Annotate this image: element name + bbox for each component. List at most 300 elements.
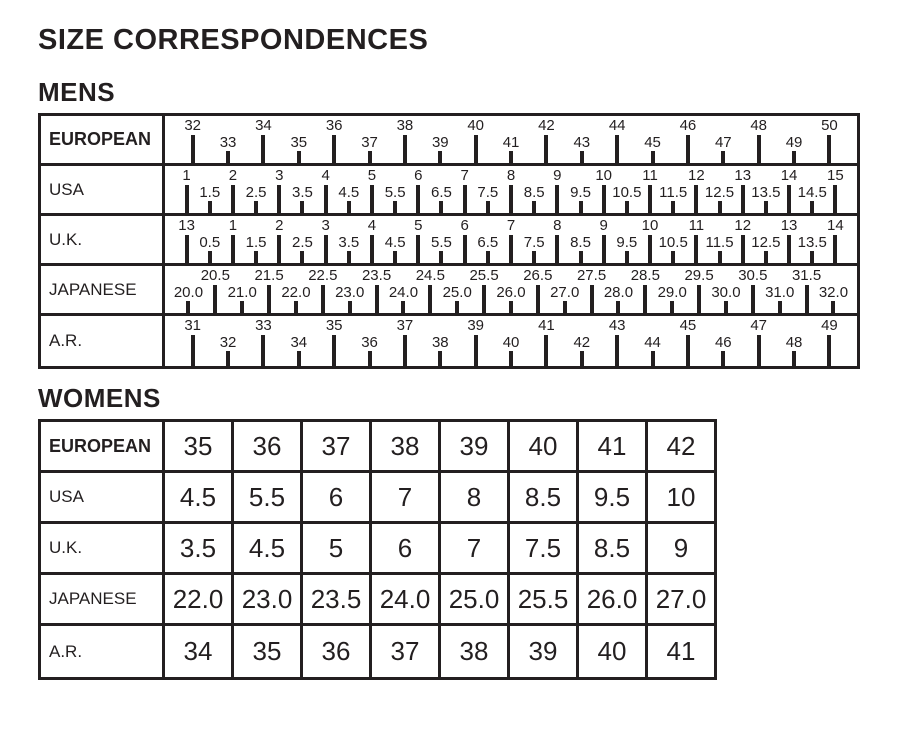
ruler-value: 35 [290, 134, 308, 151]
ruler-value: 25.0 [442, 284, 472, 301]
ruler-tick [544, 135, 548, 163]
ruler-value: 3 [321, 217, 330, 234]
size-cell: 6 [372, 524, 441, 572]
ruler-tick [751, 285, 755, 313]
ruler-tick [185, 185, 189, 213]
size-cell: 22.0 [165, 575, 234, 623]
ruler-value: 7 [460, 167, 469, 184]
ruler-tick [764, 201, 768, 213]
ruler-tick [615, 135, 619, 163]
ruler-value: 11 [642, 167, 658, 184]
size-cell: 36 [303, 626, 372, 677]
ruler-mark [706, 116, 741, 163]
mens-table-row [41, 216, 857, 266]
ruler-tick [509, 301, 513, 313]
ruler-tick [651, 351, 655, 366]
ruler-value: 10 [595, 167, 613, 184]
size-cell: 25.5 [510, 575, 579, 623]
ruler-tick [764, 251, 768, 263]
ruler-tick [226, 151, 230, 163]
ruler-value: 11.5 [659, 184, 688, 201]
ruler-tick [555, 185, 559, 213]
ruler-tick [294, 301, 298, 313]
ruler-value: 1 [182, 167, 191, 184]
size-cell: 39 [510, 626, 579, 677]
ruler-value: 34 [290, 334, 308, 351]
ruler-mark [600, 316, 635, 366]
ruler-value: 48 [785, 334, 803, 351]
ruler-tick [625, 201, 629, 213]
ruler-mark [824, 216, 847, 263]
ruler-value: 29.5 [684, 267, 714, 284]
ruler-tick [277, 235, 281, 263]
ruler-mark [529, 316, 564, 366]
size-ruler-european [165, 116, 857, 163]
ruler-value: 38 [396, 117, 414, 134]
ruler-tick [439, 251, 443, 263]
ruler-tick [787, 235, 791, 263]
ruler-tick [474, 135, 478, 163]
ruler-mark [812, 316, 847, 366]
ruler-tick [428, 285, 432, 313]
ruler-tick [208, 201, 212, 213]
ruler-tick [616, 301, 620, 313]
ruler-value: 12.5 [704, 184, 735, 201]
ruler-value: 37 [396, 317, 414, 334]
ruler-value: 40 [502, 334, 520, 351]
mens-table-row [41, 166, 857, 216]
ruler-value: 5 [367, 167, 377, 184]
ruler-mark [493, 116, 528, 163]
size-cell: 8.5 [510, 473, 579, 521]
ruler-value: 12 [688, 167, 705, 184]
ruler-mark [569, 216, 592, 263]
ruler-value: 12.5 [751, 234, 781, 251]
ruler-tick [226, 351, 230, 366]
ruler-value: 23.5 [361, 267, 392, 284]
ruler-mark [741, 116, 776, 163]
size-cell: 40 [579, 626, 648, 677]
mens-row-label-japanese: JAPANESE [41, 266, 165, 313]
ruler-tick [231, 235, 235, 263]
size-cell: 35 [234, 626, 303, 677]
ruler-tick [757, 335, 761, 366]
ruler-tick [721, 351, 725, 366]
ruler-tick [401, 301, 405, 313]
ruler-value: 2 [228, 167, 238, 184]
ruler-mark [221, 216, 244, 263]
ruler-value: 8 [553, 217, 562, 234]
ruler-tick [778, 301, 782, 313]
ruler-mark [523, 216, 546, 263]
ruler-value: 32.0 [818, 284, 849, 301]
size-cell: 9 [673, 532, 689, 563]
ruler-mark [245, 166, 268, 213]
ruler-value: 9 [553, 167, 562, 184]
ruler-mark [605, 266, 632, 313]
ruler-value: 14 [827, 217, 844, 234]
size-cell: 34 [165, 626, 234, 677]
ruler-mark [820, 266, 847, 313]
ruler-value: 9 [599, 217, 608, 234]
ruler-value: 6 [460, 217, 469, 234]
ruler-value: 6 [414, 167, 423, 184]
ruler-value: 15 [827, 167, 844, 184]
ruler-mark [659, 266, 686, 313]
size-cell: 23.5 [303, 575, 372, 623]
ruler-mark [198, 166, 221, 213]
ruler-mark [686, 266, 713, 313]
ruler-mark [430, 166, 453, 213]
size-cell: 4.5 [234, 524, 303, 572]
ruler-value: 1.5 [245, 234, 267, 251]
ruler-tick [332, 135, 336, 163]
ruler-value: 31 [184, 317, 202, 334]
ruler-tick [671, 251, 675, 263]
ruler-mark [797, 166, 827, 213]
ruler-tick [368, 151, 372, 163]
ruler-tick [191, 335, 195, 366]
ruler-mark [569, 166, 592, 213]
ruler-value: 45 [644, 134, 661, 151]
ruler-value: 27.0 [550, 284, 580, 301]
ruler-tick [208, 251, 212, 263]
ruler-tick [810, 251, 814, 263]
ruler-value: 38 [431, 334, 449, 351]
ruler-mark [670, 316, 705, 366]
ruler-tick [787, 185, 791, 213]
ruler-mark [476, 166, 499, 213]
ruler-tick [416, 235, 420, 263]
ruler-value: 4 [321, 167, 330, 184]
ruler-tick [332, 335, 336, 366]
ruler-tick [482, 285, 486, 313]
ruler-tick [810, 201, 814, 213]
ruler-mark [741, 316, 776, 366]
ruler-value: 39 [467, 317, 485, 334]
mens-row-label-european: EUROPEAN [41, 116, 165, 163]
ruler-value: 5.5 [384, 184, 406, 201]
ruler-value: 12 [734, 217, 752, 234]
ruler-mark [317, 116, 352, 163]
ruler-value: 13 [734, 167, 752, 184]
ruler-value: 34 [255, 117, 272, 134]
ruler-tick [805, 285, 809, 313]
ruler-mark [612, 166, 642, 213]
ruler-tick [324, 235, 328, 263]
ruler-value: 50 [821, 117, 838, 134]
ruler-mark [281, 116, 316, 163]
ruler-value: 4 [367, 217, 377, 234]
ruler-mark [246, 316, 281, 366]
size-cell: 40 [510, 422, 579, 470]
mens-size-table [38, 113, 860, 369]
ruler-mark [202, 266, 229, 313]
ruler-value: 11 [688, 217, 705, 234]
ruler-mark [407, 216, 430, 263]
ruler-tick [686, 135, 690, 163]
size-cell: 37 [303, 422, 372, 470]
ruler-mark [458, 316, 493, 366]
ruler-mark [713, 266, 740, 313]
size-cell: 7.5 [510, 524, 579, 572]
size-cell: 25.0 [441, 575, 510, 623]
size-cell: 35 [165, 422, 234, 470]
ruler-mark [444, 266, 471, 313]
ruler-tick [416, 185, 420, 213]
size-cell: 5.5 [234, 473, 303, 521]
ruler-mark [283, 266, 310, 313]
ruler-mark [198, 216, 221, 263]
ruler-tick [240, 301, 244, 313]
ruler-mark [476, 216, 499, 263]
ruler-value: 20.5 [200, 267, 230, 284]
womens-row-label-japanese: JAPANESE [41, 575, 165, 623]
ruler-mark [175, 316, 210, 366]
ruler-mark [336, 266, 363, 313]
ruler-mark [546, 166, 569, 213]
ruler-mark [638, 166, 661, 213]
size-cell: 9.5 [579, 473, 648, 521]
ruler-tick [792, 351, 796, 366]
ruler-value: 13.5 [751, 184, 781, 201]
ruler-mark [635, 116, 670, 163]
ruler-value: 32 [184, 117, 202, 134]
ruler-mark [564, 116, 599, 163]
womens-table-row [41, 575, 714, 626]
size-ruler-usa [165, 166, 857, 213]
ruler-value: 13 [780, 217, 798, 234]
ruler-tick [300, 251, 304, 263]
ruler-value: 28.5 [630, 267, 660, 284]
ruler-mark [524, 266, 551, 313]
ruler-mark [704, 166, 735, 213]
ruler-value: 44 [644, 334, 661, 351]
ruler-mark [493, 316, 528, 366]
ruler-tick [347, 251, 351, 263]
ruler-value: 1 [228, 217, 238, 234]
ruler-tick [347, 201, 351, 213]
ruler-tick [403, 335, 407, 366]
ruler-mark [471, 266, 498, 313]
ruler-value: 21.0 [227, 284, 257, 301]
ruler-tick [254, 201, 258, 213]
ruler-mark [739, 266, 766, 313]
ruler-tick [721, 151, 725, 163]
ruler-tick [348, 301, 352, 313]
ruler-mark [352, 316, 387, 366]
size-cell: 38 [372, 422, 441, 470]
ruler-tick [370, 235, 374, 263]
ruler-value: 4.5 [384, 234, 406, 251]
ruler-value: 4.5 [338, 184, 360, 201]
ruler-value: 2.5 [245, 184, 267, 201]
size-cell: 36 [234, 422, 303, 470]
ruler-value: 49 [821, 317, 838, 334]
ruler-mark [453, 166, 476, 213]
size-cell: 38 [441, 626, 510, 677]
size-cell: 27.0 [655, 583, 707, 614]
ruler-mark [797, 216, 827, 263]
ruler-value: 22.5 [308, 267, 338, 284]
ruler-mark [600, 116, 635, 163]
ruler-tick [509, 351, 513, 366]
size-cell: 4.5 [165, 473, 234, 521]
ruler-tick [532, 251, 536, 263]
ruler-tick [670, 301, 674, 313]
ruler-mark [210, 116, 245, 163]
ruler-tick [321, 285, 325, 313]
ruler-value: 44 [608, 117, 626, 134]
ruler-mark [430, 216, 453, 263]
size-cell: 7 [372, 473, 441, 521]
ruler-tick [741, 185, 745, 213]
ruler-mark [635, 316, 670, 366]
ruler-value: 25.5 [469, 267, 499, 284]
ruler-mark [352, 116, 387, 163]
ruler-tick [643, 285, 647, 313]
ruler-tick [375, 285, 379, 313]
ruler-mark [268, 216, 291, 263]
size-ruler-uk [165, 216, 857, 263]
ruler-tick [718, 251, 722, 263]
size-ruler-japanese [165, 266, 857, 313]
ruler-tick [300, 201, 304, 213]
ruler-mark [281, 316, 316, 366]
size-cell: 6 [303, 473, 372, 521]
ruler-value: 31.5 [791, 267, 822, 284]
ruler-tick [509, 185, 513, 213]
womens-table-row [41, 473, 714, 524]
ruler-value: 3.5 [292, 184, 313, 201]
mens-row-label-uk: U.K. [41, 216, 165, 263]
ruler-tick [368, 351, 372, 366]
ruler-tick [509, 151, 513, 163]
ruler-mark [337, 166, 360, 213]
ruler-mark [309, 266, 336, 313]
ruler-mark [175, 266, 202, 313]
ruler-tick [697, 285, 701, 313]
mens-table-row [41, 116, 857, 166]
ruler-value: 42 [538, 117, 555, 134]
ruler-mark [776, 116, 811, 163]
ruler-value: 47 [750, 317, 768, 334]
ruler-tick [615, 335, 619, 366]
ruler-value: 30.5 [738, 267, 768, 284]
ruler-value: 30.0 [711, 284, 741, 301]
ruler-value: 36 [325, 117, 343, 134]
ruler-tick [231, 185, 235, 213]
ruler-mark [175, 116, 210, 163]
ruler-value: 14.5 [797, 184, 827, 201]
ruler-value: 37 [361, 134, 378, 151]
ruler-mark [384, 216, 407, 263]
womens-row-label-usa: USA [41, 473, 165, 521]
ruler-mark [387, 116, 422, 163]
ruler-mark [314, 216, 337, 263]
ruler-tick [544, 335, 548, 366]
ruler-mark [246, 116, 281, 163]
ruler-mark [423, 316, 458, 366]
womens-row-label-ar: A.R. [41, 626, 165, 677]
ruler-mark [337, 216, 360, 263]
ruler-value: 24.0 [388, 284, 419, 301]
ruler-mark [766, 266, 793, 313]
ruler-tick [324, 185, 328, 213]
ruler-value: 7.5 [523, 234, 545, 251]
ruler-value: 35 [325, 317, 343, 334]
ruler-value: 26.0 [496, 284, 526, 301]
ruler-mark [256, 266, 283, 313]
size-cell: 37 [372, 626, 441, 677]
ruler-value: 46 [714, 334, 732, 351]
ruler-value: 21.5 [254, 267, 284, 284]
ruler-mark [314, 166, 337, 213]
size-cell: 3.5 [165, 524, 234, 572]
ruler-mark [175, 216, 198, 263]
ruler-value: 42 [573, 334, 591, 351]
ruler-tick [486, 251, 490, 263]
ruler-value: 2.5 [292, 234, 313, 251]
ruler-mark [291, 166, 314, 213]
ruler-tick [261, 335, 265, 366]
ruler-tick [590, 285, 594, 313]
ruler-value: 6.5 [477, 234, 499, 251]
ruler-tick [741, 235, 745, 263]
ruler-mark [592, 216, 615, 263]
ruler-value: 20.0 [173, 284, 204, 301]
ruler-mark [387, 316, 422, 366]
size-cell: 41 [579, 422, 648, 470]
ruler-tick [833, 235, 837, 263]
ruler-tick [648, 235, 652, 263]
ruler-mark [499, 216, 522, 263]
ruler-tick [393, 201, 397, 213]
size-cell: 23.0 [234, 575, 303, 623]
womens-row-label-european: EUROPEAN [41, 422, 165, 470]
ruler-tick [370, 185, 374, 213]
ruler-value: 8.5 [523, 184, 545, 201]
ruler-value: 26.5 [523, 267, 553, 284]
size-cell: 8 [441, 473, 510, 521]
ruler-value: 13 [178, 217, 195, 234]
ruler-mark [229, 266, 256, 313]
ruler-value: 45 [679, 317, 697, 334]
ruler-value: 5 [414, 217, 423, 234]
ruler-mark [423, 116, 458, 163]
size-cell: 39 [441, 422, 510, 470]
ruler-mark [658, 216, 688, 263]
ruler-value: 3.5 [338, 234, 360, 251]
ruler-mark [615, 216, 638, 263]
ruler-value: 6.5 [431, 184, 452, 201]
size-cell: 24.0 [372, 575, 441, 623]
ruler-value: 29.0 [657, 284, 687, 301]
ruler-mark [210, 316, 245, 366]
mens-row-label-ar: A.R. [41, 316, 165, 366]
ruler-value: 23.0 [335, 284, 365, 301]
ruler-tick [555, 235, 559, 263]
ruler-mark [384, 166, 407, 213]
size-cell: 7 [441, 524, 510, 572]
ruler-mark [632, 266, 659, 313]
ruler-tick [831, 301, 835, 313]
ruler-mark [453, 216, 476, 263]
ruler-value: 0.5 [199, 234, 221, 251]
ruler-mark [245, 216, 268, 263]
ruler-tick [536, 285, 540, 313]
ruler-tick [833, 185, 837, 213]
